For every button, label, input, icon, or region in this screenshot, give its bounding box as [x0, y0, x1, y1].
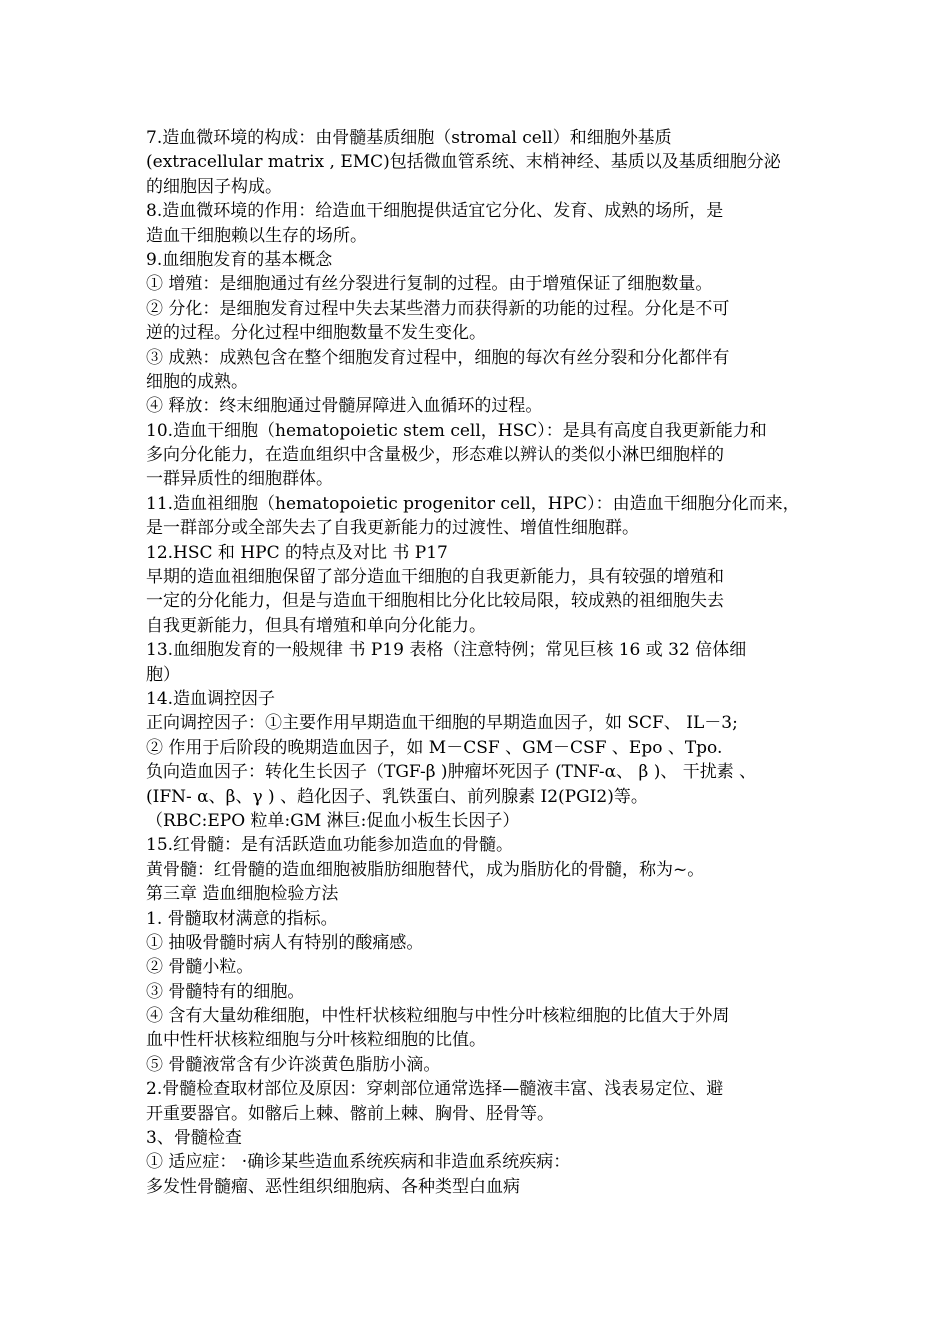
text-line: 正向调控因子：①主要作用早期造血干细胞的早期造血因子，如 SCF、 IL－3; [146, 713, 738, 734]
document-body [146, 126, 808, 1199]
text-line: 的细胞因子构成。 [146, 176, 282, 197]
text-line: ④ 含有大量幼稚细胞，中性杆状核粒细胞与中性分叶核粒细胞的比值大于外周 [146, 1006, 730, 1027]
text-line: 细胞的成熟。 [146, 371, 248, 392]
section-heading: 3、骨髓检查 [146, 1128, 242, 1149]
text-line: 7.造血微环境的构成：由骨髓基质细胞（stromal cell）和细胞外基质 [146, 128, 672, 148]
text-line: 一定的分化能力，但是与造血干细胞相比分化比较局限，较成熟的祖细胞失去 [146, 591, 724, 612]
text-line: (IFN- α、β、γ ) 、趋化因子、乳铁蛋白、前列腺素 I2(PGI2)等。 [146, 786, 648, 807]
text-line: 一群异质性的细胞群体。 [146, 469, 333, 490]
text-line: ⑤ 骨髓液常含有少许淡黄色脂肪小滴。 [146, 1054, 441, 1075]
section-heading: 9.血细胞发育的基本概念 [146, 249, 333, 270]
text-line: 多向分化能力，在造血组织中含量极少，形态难以辨认的类似小淋巴细胞样的 [146, 445, 724, 466]
text-line: 早期的造血祖细胞保留了部分造血干细胞的自我更新能力，具有较强的增殖和 [146, 567, 724, 588]
text-line: ③ 成熟：成熟包含在整个细胞发育过程中，细胞的每次有丝分裂和分化都伴有 [146, 347, 730, 368]
text-line: 10.造血干细胞（hematopoietic stem cell，HSC）：是具有高度自我更新能力和 [146, 420, 767, 441]
text-line: 11.造血祖细胞（hematopoietic progenitor cell，HPC）：由造血干细胞分化而来， [146, 493, 800, 514]
text-line: 黄骨髓：红骨髓的造血细胞被脂肪细胞替代，成为脂肪化的骨髓，称为~。 [146, 859, 705, 880]
text-line: 2.骨髓检查取材部位及原因：穿刺部位通常选择—髓液丰富、浅表易定位、避 [146, 1079, 724, 1100]
text-line: 血中性杆状核粒细胞与分叶核粒细胞的比值。 [146, 1030, 486, 1051]
text-line: ① 增殖：是细胞通过有丝分裂进行复制的过程。由于增殖保证了细胞数量。 [146, 274, 713, 295]
text-line: 负向造血因子：转化生长因子（TGF-β )肿瘤坏死因子 (TNF-α、 β )、 干扰素 、 [146, 762, 757, 783]
text-line: 自我更新能力，但具有增殖和单向分化能力。 [146, 615, 486, 636]
text-line: 造血干细胞赖以生存的场所。 [146, 225, 367, 246]
text-line: (extracellular matrix , EMC)包括微血管系统、末梢神经、基质以及基质细胞分泌 [146, 152, 781, 173]
text-line: 13.血细胞发育的一般规律 书 P19 表格（注意特例；常见巨核 16 或 32 倍体细 [146, 640, 747, 661]
text-line: 多发性骨髓瘤、恶性组织细胞病、各种类型白血病 [146, 1176, 520, 1197]
text-line: 8.造血微环境的作用：给造血干细胞提供适宜它分化、发育、成熟的场所，是 [146, 201, 724, 222]
text-line: ① 适应症： ·确诊某些造血系统疾病和非造血系统疾病： [146, 1152, 571, 1173]
section-heading: 12.HSC 和 HPC 的特点及对比 书 P17 [146, 542, 448, 563]
text-line: 开重要器官。如髂后上棘、髂前上棘、胸骨、胫骨等。 [146, 1103, 554, 1124]
text-line: ② 作用于后阶段的晚期造血因子，如 M－CSF 、GM－CSF 、Epo 、Tpo. [146, 737, 723, 758]
text-line: ② 骨髓小粒。 [146, 957, 254, 978]
text-line: ④ 释放：终末细胞通过骨髓屏障进入血循环的过程。 [146, 396, 543, 417]
text-line: 15.红骨髓：是有活跃造血功能参加造血的骨髓。 [146, 835, 514, 856]
text-line: 逆的过程。分化过程中细胞数量不发生变化。 [146, 323, 486, 344]
text-line: 是一群部分或全部失去了自我更新能力的过渡性、增值性细胞群。 [146, 518, 639, 539]
section-heading: 1. 骨髓取材满意的指标。 [146, 908, 338, 929]
section-heading: 14.造血调控因子 [146, 688, 276, 709]
text-line: 胞） [146, 664, 180, 685]
text-line: ① 抽吸骨髓时病人有特别的酸痛感。 [146, 932, 424, 953]
text-line: （RBC:EPO 粒单:GM 淋巨:促血小板生长因子） [146, 810, 520, 831]
text-line: ③ 骨髓特有的细胞。 [146, 981, 305, 1002]
chapter-heading: 第三章 造血细胞检验方法 [146, 884, 339, 905]
text-line: ② 分化：是细胞发育过程中失去某些潜力而获得新的功能的过程。分化是不可 [146, 298, 730, 319]
